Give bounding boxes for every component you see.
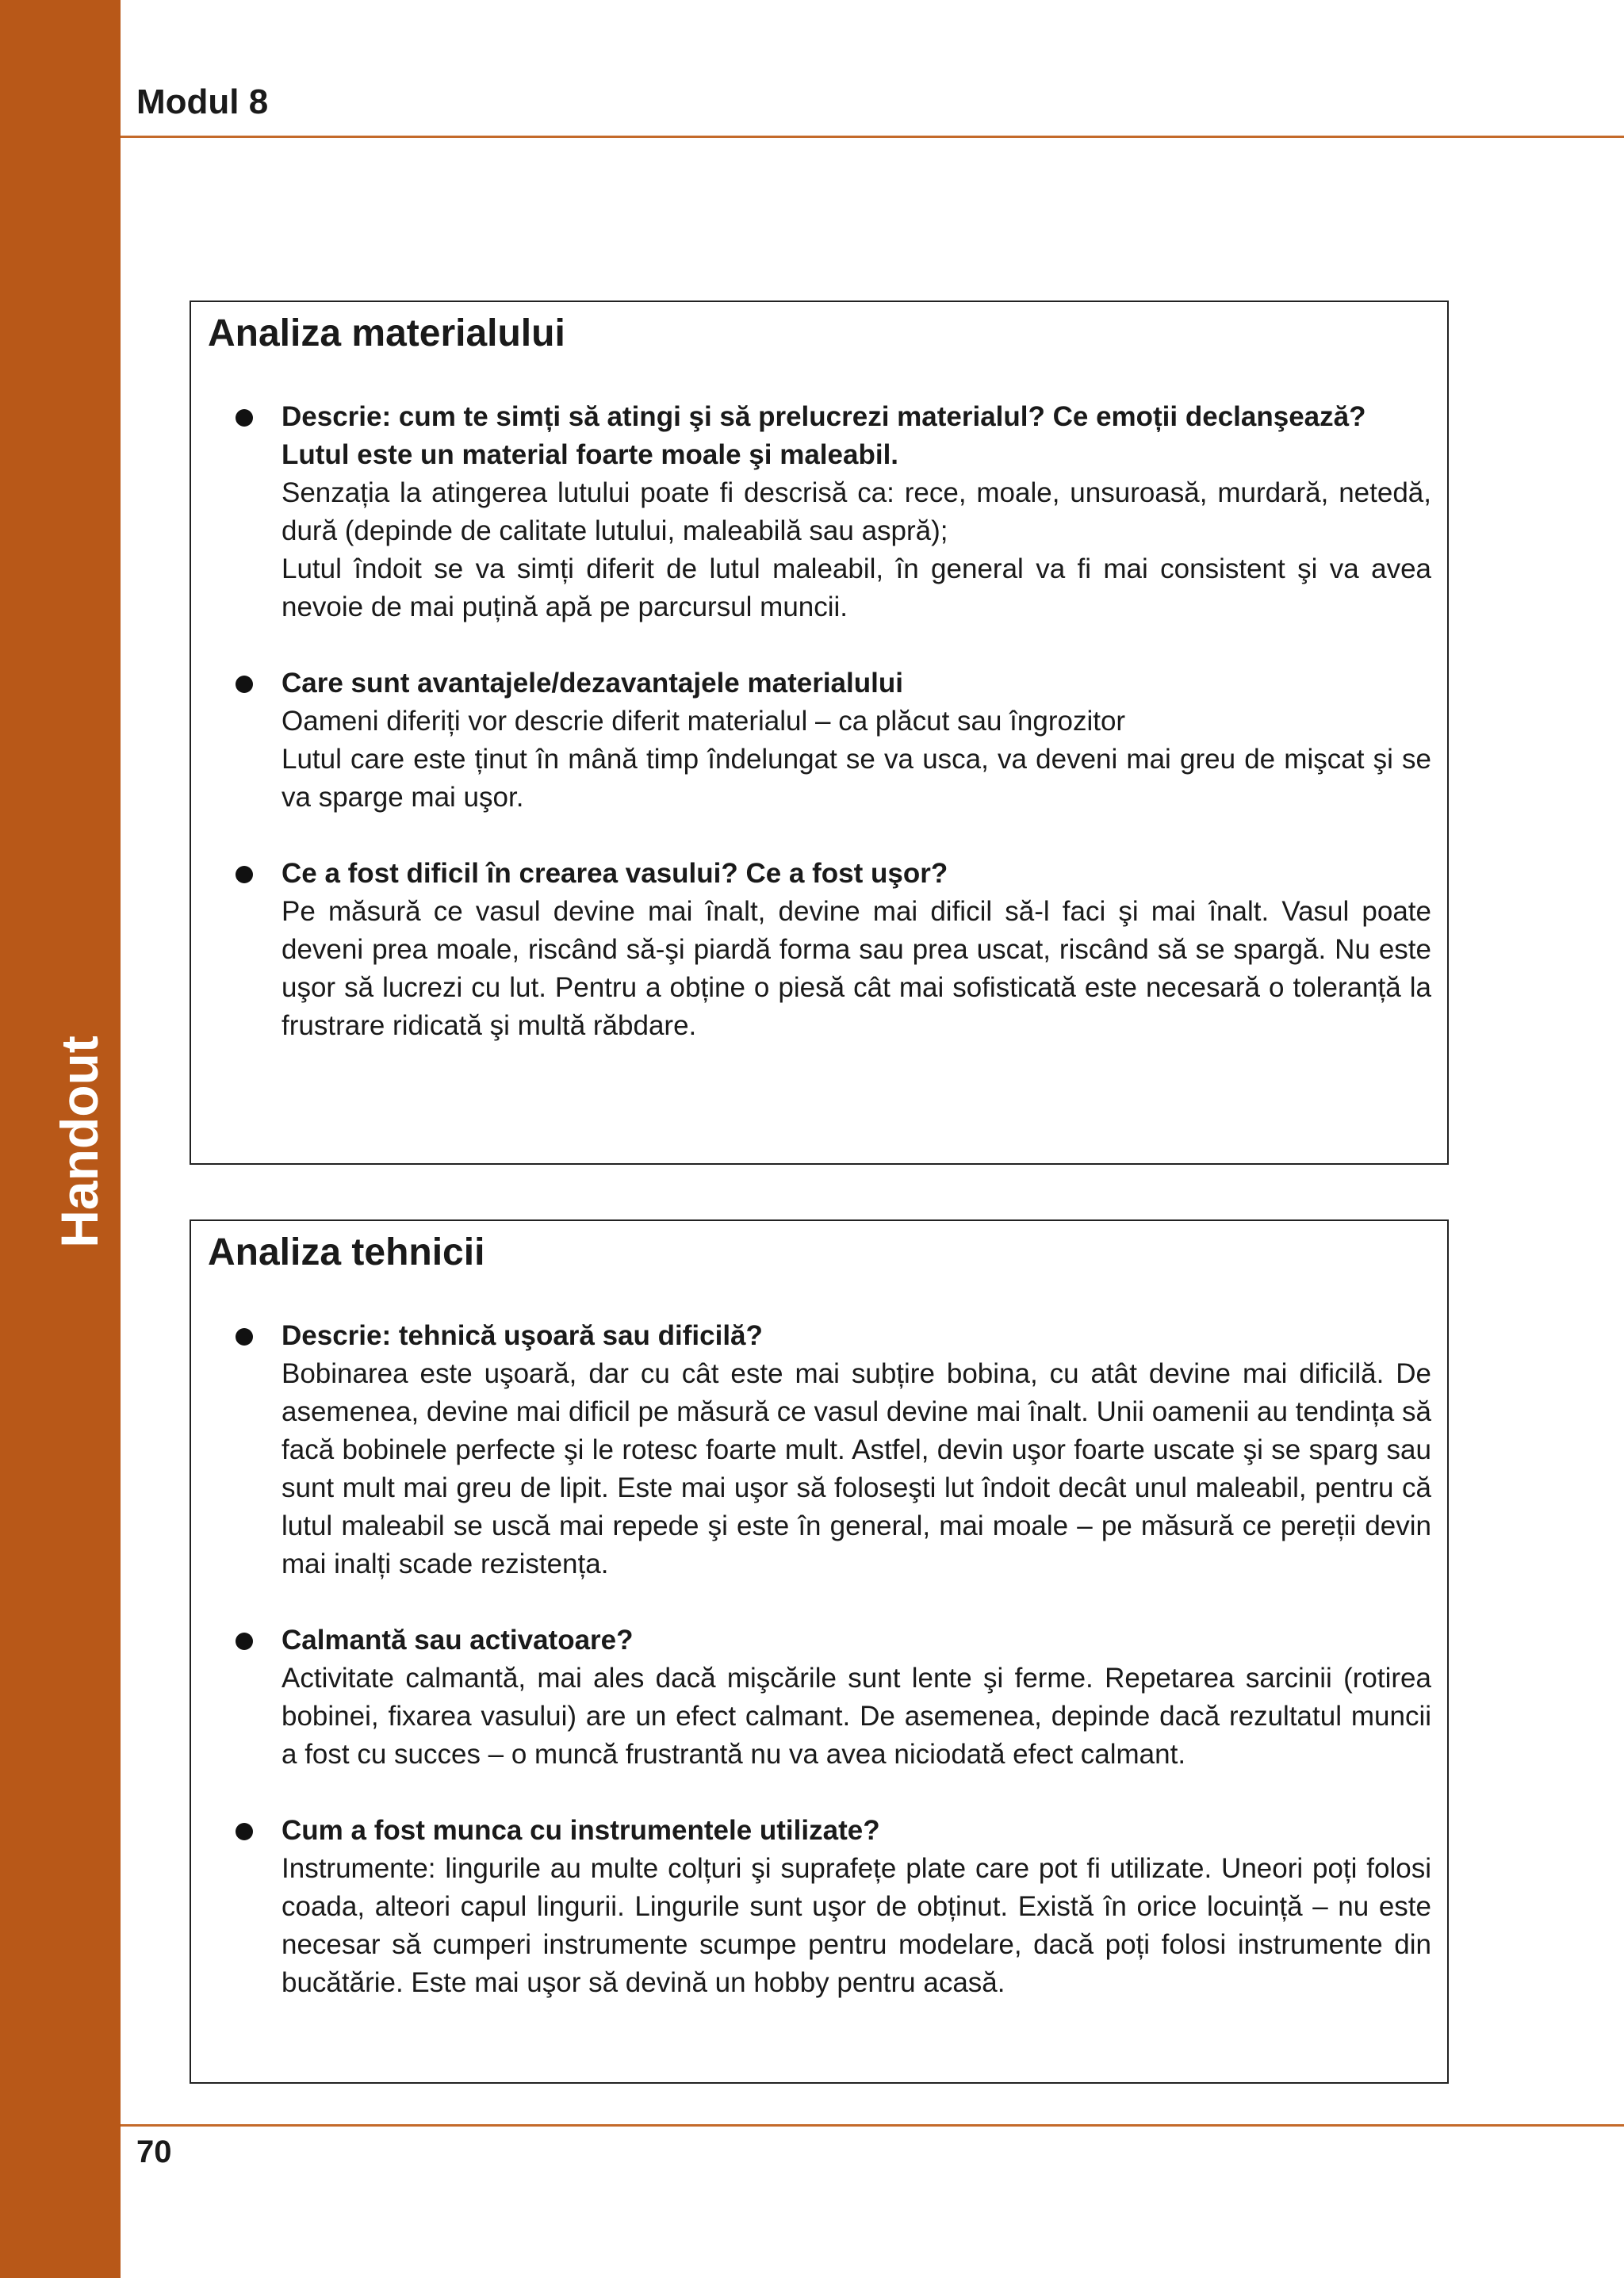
bullet-dot-icon <box>236 1633 253 1650</box>
sidebar <box>0 0 121 2278</box>
bullet-text: Activitate calmantă, mai ales dacă mişcările sunt lente şi ferme. Repetarea sarcinii (rotirea bobinei, fixarea vasului) are un efect calmant. De asemenea, depinde dacă rezultatul muncii a fost cu succes – o muncă frustrantă nu va avea niciodată efect calmant. <box>282 1663 1431 1770</box>
bullet-question: Care sunt avantajele/dezavantajele materialului <box>282 668 903 699</box>
bullet-text: Senzația la atingerea lutului poate fi descrisă ca: rece, moale, unsuroasă, murdară, netedă, dură (depinde de calitate lutului, maleabilă sau aspră); <box>282 477 1431 546</box>
module-title: Modul 8 <box>136 82 269 121</box>
bullet-question: Descrie: tehnică uşoară sau dificilă? <box>282 1320 763 1351</box>
footer-rule <box>121 2124 1624 2127</box>
bullet-text: Lutul care este ținut în mână timp îndelungat se va usca, va deveni mai greu de mişcat şi se va sparge mai uşor. <box>282 744 1431 813</box>
section-title: Analiza tehnicii <box>208 1231 485 1273</box>
bullet-text: Instrumente: lingurile au multe colțuri şi suprafețe plate care pot fi utilizate. Uneori poți folosi coada, alteori capul lingurii. Lingurile sunt uşor de obținut. Există în orice locuință – nu este necesar să cumperi instrumente scumpe pentru modelare, dacă poți folosi instrumente din bucătărie. Este mai uşor să devină un hobby pentru acasă. <box>282 1853 1431 1998</box>
bullet-text: Lutul este un material foarte moale şi maleabil. <box>282 439 899 470</box>
bullet-question: Calmantă sau activatoare? <box>282 1625 634 1656</box>
bullet-body <box>282 1812 1431 2002</box>
bullet-body <box>282 855 1431 1045</box>
section-box-technique <box>190 1219 1449 2084</box>
bullet-question: Descrie: cum te simți să atingi şi să prelucrezi materialul? Ce emoții declanşează? <box>282 401 1366 432</box>
bullet-dot-icon <box>236 676 253 693</box>
bullet-text: Bobinarea este uşoară, dar cu cât este mai subțire bobina, cu atât devine mai dificilă. De asemenea, devine mai dificil pe măsură ce vasul devine mai înalt. Unii oamenii au tendința să facă bobinele perfecte şi le rotesc foarte mult. Astfel, devin uşor foarte uscate şi se sparg sau sunt mult mai greu de lipit. Este mai uşor să foloseşti lut îndoit decât unul maleabil, pentru că lutul maleabil se uscă mai repede şi este în general, mai moale – pe măsură ce pereții devin mai inalți scade rezistența. <box>282 1358 1431 1579</box>
sidebar-label: Handout <box>50 1036 109 1248</box>
page-number: 70 <box>136 2134 172 2169</box>
bullet-question: Cum a fost munca cu instrumentele utilizate? <box>282 1815 880 1846</box>
bullet-dot-icon <box>236 409 253 427</box>
section-box-material <box>190 301 1449 1165</box>
bullet-question: Ce a fost dificil în crearea vasului? Ce a fost uşor? <box>282 858 948 889</box>
bullet-text: Oameni diferiți vor descrie diferit materialul – ca plăcut sau îngrozitor <box>282 706 1126 737</box>
bullet-body <box>282 664 1431 817</box>
bullet-body <box>282 398 1431 626</box>
section-title: Analiza materialului <box>208 312 565 354</box>
bullet-dot-icon <box>236 1328 253 1346</box>
header-rule <box>121 136 1624 138</box>
bullet-text: Pe măsură ce vasul devine mai înalt, devine mai dificil să-l faci şi mai înalt. Vasul poate deveni prea moale, riscând să-şi piardă forma sau prea uscat, riscând să se spargă. Nu este uşor să lucrezi cu lut. Pentru a obține o piesă cât mai sofisticată este necesară o toleranță la frustrare ridicată şi multă răbdare. <box>282 896 1431 1041</box>
bullet-dot-icon <box>236 866 253 883</box>
bullet-dot-icon <box>236 1823 253 1840</box>
bullet-body <box>282 1317 1431 1583</box>
bullet-text: Lutul îndoit se va simți diferit de lutul maleabil, în general va fi mai consistent şi va avea nevoie de mai puțină apă pe parcursul muncii. <box>282 553 1431 622</box>
bullet-body <box>282 1621 1431 1774</box>
